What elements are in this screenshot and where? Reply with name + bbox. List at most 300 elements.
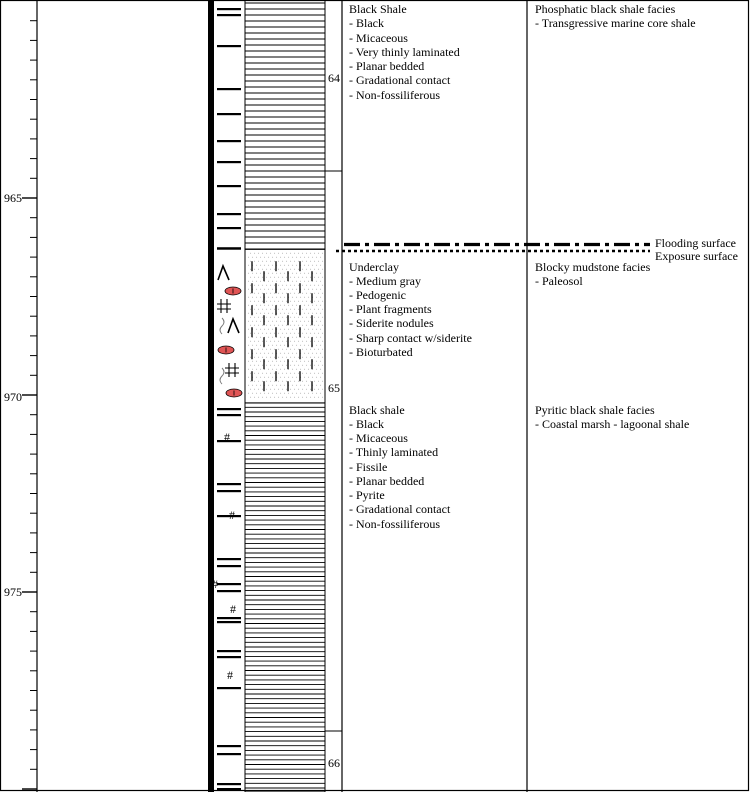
clay-dot [280, 337, 281, 338]
clay-dot [280, 297, 281, 298]
clay-dot [268, 393, 269, 394]
clay-dot [304, 353, 305, 354]
pyrite-symbol: # [229, 508, 235, 522]
clay-dot [294, 317, 295, 318]
clay-dot [306, 389, 307, 390]
root-trace-symbol [225, 363, 239, 377]
clay-dot [320, 393, 321, 394]
clay-dot [270, 349, 271, 350]
clay-dot [258, 397, 259, 398]
clay-dot [280, 265, 281, 266]
clay-dot [304, 265, 305, 266]
clay-dot [264, 305, 265, 306]
clay-dot [272, 393, 273, 394]
strip-dash [217, 14, 241, 16]
clay-dot [270, 325, 271, 326]
description-upper-item: - Black [349, 16, 384, 30]
clay-dot [284, 313, 285, 314]
clay-dot [268, 265, 269, 266]
clay-dot [282, 269, 283, 270]
clay-dot [314, 317, 315, 318]
clay-dot [264, 257, 265, 258]
clay-dot [252, 273, 253, 274]
plant-fragment-symbol [218, 266, 229, 280]
clay-dot [250, 285, 251, 286]
clay-dot [308, 289, 309, 290]
clay-dot [286, 269, 287, 270]
clay-dot [280, 289, 281, 290]
lithology-upper-black-shale [245, 3, 325, 249]
clay-dot [250, 301, 251, 302]
clay-dot [286, 285, 287, 286]
clay-dot [268, 297, 269, 298]
clay-dot [308, 369, 309, 370]
clay-dot [266, 301, 267, 302]
clay-dot [306, 301, 307, 302]
clay-dot [284, 361, 285, 362]
clay-dot [254, 301, 255, 302]
clay-dot [262, 373, 263, 374]
clay-dot [302, 269, 303, 270]
clay-dot [264, 265, 265, 266]
clay-dot [256, 377, 257, 378]
facies-upper-item: - Transgressive marine core shale [535, 16, 696, 30]
clay-dot [260, 385, 261, 386]
clay-dot [296, 273, 297, 274]
clay-dot [282, 325, 283, 326]
clay-dot [262, 341, 263, 342]
description-lower-item: - Non-fossiliferous [349, 517, 440, 531]
pyrite-symbol: # [227, 668, 233, 682]
description-upper-item: - Non-fossiliferous [349, 88, 440, 102]
clay-dot [274, 277, 275, 278]
clay-dot [260, 329, 261, 330]
clay-dot [274, 397, 275, 398]
clay-dot [254, 261, 255, 262]
clay-dot [318, 365, 319, 366]
facies-middle [535, 260, 651, 288]
clay-dot [304, 273, 305, 274]
clay-dot [260, 313, 261, 314]
clay-dot [266, 349, 267, 350]
strip-dash [217, 621, 241, 623]
clay-dot [268, 337, 269, 338]
clay-dot [312, 289, 313, 290]
clay-dot [266, 269, 267, 270]
strip-dash [217, 88, 241, 90]
clay-dot [248, 385, 249, 386]
clay-dot [254, 397, 255, 398]
depth-ticks [22, 21, 37, 789]
clay-dot [258, 389, 259, 390]
clay-dot [280, 313, 281, 314]
clay-dot [280, 273, 281, 274]
clay-dot [264, 313, 265, 314]
clay-dot [318, 349, 319, 350]
clay-dot [298, 277, 299, 278]
clay-dot [318, 253, 319, 254]
clay-dot [314, 349, 315, 350]
clay-dot [282, 293, 283, 294]
clay-dot [292, 273, 293, 274]
clay-dot [256, 313, 257, 314]
clay-dot [266, 293, 267, 294]
clay-dot [308, 377, 309, 378]
clay-dot [262, 277, 263, 278]
clay-dot [320, 369, 321, 370]
clay-dot [270, 261, 271, 262]
clay-dot [306, 365, 307, 366]
clay-dot [314, 261, 315, 262]
clay-dot [288, 313, 289, 314]
clay-dot [286, 261, 287, 262]
clay-dot [250, 253, 251, 254]
clay-dot [272, 297, 273, 298]
clay-dot [322, 333, 323, 334]
clay-dot [274, 341, 275, 342]
clay-dot [268, 273, 269, 274]
clay-dot [318, 269, 319, 270]
clay-dot [322, 373, 323, 374]
clay-dot [262, 349, 263, 350]
clay-dot [290, 373, 291, 374]
clay-dot [254, 293, 255, 294]
pyrite-symbol: # [212, 577, 218, 591]
clay-dot [298, 301, 299, 302]
clay-dot [280, 369, 281, 370]
clay-dot [316, 313, 317, 314]
clay-dot [252, 361, 253, 362]
clay-dot [318, 373, 319, 374]
clay-dot [248, 321, 249, 322]
clay-dot [302, 365, 303, 366]
clay-dot [270, 253, 271, 254]
clay-dot [274, 261, 275, 262]
clay-dot [296, 281, 297, 282]
clay-dot [268, 361, 269, 362]
strip-dash [217, 161, 241, 163]
clay-dot [256, 257, 257, 258]
clay-dot [276, 369, 277, 370]
clay-dot [254, 285, 255, 286]
clay-dot [310, 381, 311, 382]
clay-dot [294, 253, 295, 254]
clay-dot [322, 341, 323, 342]
clay-dot [316, 273, 317, 274]
facies-lower-item: - Coastal marsh - lagoonal shale [535, 417, 690, 431]
clay-dot [320, 265, 321, 266]
strip-dash [217, 414, 241, 416]
clay-dot [248, 369, 249, 370]
clay-dot [256, 289, 257, 290]
facies-middle-title: Blocky mudstone facies [535, 260, 651, 274]
clay-dot [258, 365, 259, 366]
clay-dot [302, 349, 303, 350]
description-middle-item: - Sharp contact w/siderite [349, 331, 472, 345]
description-middle-item: - Medium gray [349, 274, 421, 288]
strip-dash [217, 45, 241, 47]
clay-dot [314, 341, 315, 342]
clay-dot [292, 377, 293, 378]
clay-dot [284, 289, 285, 290]
clay-dot [292, 385, 293, 386]
sample-number-65: 65 [328, 381, 340, 395]
strip-dash [217, 213, 241, 215]
strip-dash [217, 745, 241, 747]
clay-dot [296, 353, 297, 354]
clay-dot [274, 253, 275, 254]
clay-dot [266, 317, 267, 318]
clay-dot [318, 389, 319, 390]
clay-dot [280, 329, 281, 330]
clay-dot [302, 333, 303, 334]
clay-dot [266, 365, 267, 366]
clay-dot [300, 257, 301, 258]
clay-dot [308, 273, 309, 274]
clay-dot [296, 265, 297, 266]
strip-dash [217, 656, 241, 658]
clay-dot [276, 321, 277, 322]
clay-dot [292, 345, 293, 346]
clay-dot [248, 257, 249, 258]
clay-dot [252, 297, 253, 298]
depth-label-970: 970 [4, 390, 22, 404]
clay-dot [274, 349, 275, 350]
clay-dot [278, 253, 279, 254]
clay-dot [256, 297, 257, 298]
clay-dot [278, 317, 279, 318]
clay-dot [292, 257, 293, 258]
clay-dot [248, 353, 249, 354]
clay-dot [280, 345, 281, 346]
clay-dot [284, 369, 285, 370]
clay-dot [292, 305, 293, 306]
clay-dot [316, 337, 317, 338]
clay-dot [264, 289, 265, 290]
clay-dot [286, 381, 287, 382]
clay-dot [282, 341, 283, 342]
clay-dot [302, 309, 303, 310]
clay-dot [290, 325, 291, 326]
clay-dot [298, 293, 299, 294]
clay-dot [290, 309, 291, 310]
clay-dot [254, 341, 255, 342]
clay-dot [270, 285, 271, 286]
clay-dot [282, 253, 283, 254]
clay-dot [278, 389, 279, 390]
plant-fragment-symbol [228, 319, 239, 333]
clay-dot [274, 333, 275, 334]
clay-dot [258, 293, 259, 294]
clay-dot [288, 305, 289, 306]
clay-dot [272, 369, 273, 370]
clay-dot [284, 305, 285, 306]
clay-dot [250, 397, 251, 398]
clay-dot [266, 325, 267, 326]
clay-dot [270, 309, 271, 310]
description-upper [349, 2, 460, 102]
clay-dot [320, 385, 321, 386]
clay-dot [278, 373, 279, 374]
clay-dot [320, 273, 321, 274]
clay-dot [320, 377, 321, 378]
clay-dot [302, 373, 303, 374]
clay-dot [250, 381, 251, 382]
clay-dot [310, 269, 311, 270]
clay-dot [258, 317, 259, 318]
strip-dash [217, 565, 241, 567]
clay-dot [280, 305, 281, 306]
clay-dot [316, 281, 317, 282]
clay-dot [316, 385, 317, 386]
description-lower-item: - Gradational contact [349, 502, 451, 516]
clay-dot [262, 309, 263, 310]
clay-dot [290, 253, 291, 254]
clay-dot [308, 393, 309, 394]
clay-dot [290, 333, 291, 334]
clay-dot [298, 341, 299, 342]
strip-dash [217, 227, 241, 229]
clay-dot [260, 377, 261, 378]
clay-dot [322, 269, 323, 270]
clay-dot [262, 333, 263, 334]
clay-dot [318, 261, 319, 262]
clay-dot [290, 397, 291, 398]
clay-dot [268, 377, 269, 378]
clay-dot [272, 273, 273, 274]
clay-dot [308, 297, 309, 298]
clay-dot [310, 293, 311, 294]
clay-dot [254, 253, 255, 254]
clay-dot [310, 349, 311, 350]
clay-dot [272, 289, 273, 290]
clay-dot [302, 293, 303, 294]
clay-dot [298, 325, 299, 326]
clay-dot [316, 369, 317, 370]
clay-dot [310, 285, 311, 286]
clay-dot [322, 357, 323, 358]
clay-dot [304, 281, 305, 282]
clay-dot [258, 309, 259, 310]
clay-dot [262, 357, 263, 358]
clay-dot [298, 309, 299, 310]
clay-dot [284, 321, 285, 322]
clay-dot [306, 397, 307, 398]
description-upper-item: - Very thinly laminated [349, 45, 460, 59]
clay-dot [284, 337, 285, 338]
clay-dot [314, 277, 315, 278]
exposure-surface-label: Exposure surface [655, 249, 738, 263]
clay-dot [280, 385, 281, 386]
strip-dash [217, 408, 241, 410]
clay-dot [316, 345, 317, 346]
clay-dot [294, 349, 295, 350]
clay-dot [256, 361, 257, 362]
facies-middle-item: - Paleosol [535, 274, 583, 288]
clay-dot [250, 357, 251, 358]
clay-dot [260, 257, 261, 258]
clay-dot [320, 305, 321, 306]
clay-dot [286, 349, 287, 350]
clay-dot [306, 285, 307, 286]
clay-dot [254, 373, 255, 374]
clay-dot [264, 393, 265, 394]
clay-dot [316, 257, 317, 258]
clay-dot [286, 325, 287, 326]
clay-dot [296, 369, 297, 370]
clay-dot [298, 349, 299, 350]
clay-dot [298, 397, 299, 398]
clay-dot [260, 305, 261, 306]
clay-dot [270, 341, 271, 342]
pyrite-symbol: # [224, 430, 230, 444]
clay-dot [304, 305, 305, 306]
clay-dot [278, 285, 279, 286]
clay-dot [276, 257, 277, 258]
clay-dot [274, 325, 275, 326]
description-upper-item: - Gradational contact [349, 73, 451, 87]
clay-dot [312, 353, 313, 354]
clay-dot [304, 313, 305, 314]
clay-dot [302, 301, 303, 302]
clay-dot [278, 357, 279, 358]
clay-dot [320, 345, 321, 346]
clay-dot [308, 353, 309, 354]
clay-dot [268, 329, 269, 330]
strip-dash [217, 247, 241, 250]
clay-dot [302, 317, 303, 318]
clay-dot [292, 289, 293, 290]
strip-dash [217, 788, 241, 790]
clay-dot [250, 325, 251, 326]
clay-dot [274, 293, 275, 294]
clay-dot [256, 305, 257, 306]
clay-dot [302, 253, 303, 254]
clay-dot [270, 389, 271, 390]
clay-dot [308, 257, 309, 258]
depth-label-975: 975 [4, 585, 22, 599]
clay-dot [268, 289, 269, 290]
clay-dot [272, 345, 273, 346]
strip-dash [217, 590, 241, 592]
symbol-strip [212, 8, 242, 790]
clay-dot [322, 277, 323, 278]
clay-dot [270, 381, 271, 382]
clay-dot [262, 325, 263, 326]
clay-dot [318, 293, 319, 294]
clay-dot [266, 333, 267, 334]
description-lower-item: - Thinly laminated [349, 445, 439, 459]
clay-dot [306, 341, 307, 342]
clay-dot [308, 337, 309, 338]
clay-dot [266, 357, 267, 358]
facies-upper [535, 2, 696, 30]
clay-dot [314, 389, 315, 390]
clay-dot [268, 305, 269, 306]
clay-dot [272, 329, 273, 330]
clay-dot [294, 325, 295, 326]
clay-dot [260, 345, 261, 346]
clay-dot [322, 253, 323, 254]
clay-dot [278, 365, 279, 366]
clay-dot [298, 317, 299, 318]
clay-dot [306, 333, 307, 334]
clay-dot [298, 333, 299, 334]
clay-dot [286, 389, 287, 390]
clay-dot [284, 353, 285, 354]
clay-dot [320, 257, 321, 258]
clay-dot [272, 337, 273, 338]
